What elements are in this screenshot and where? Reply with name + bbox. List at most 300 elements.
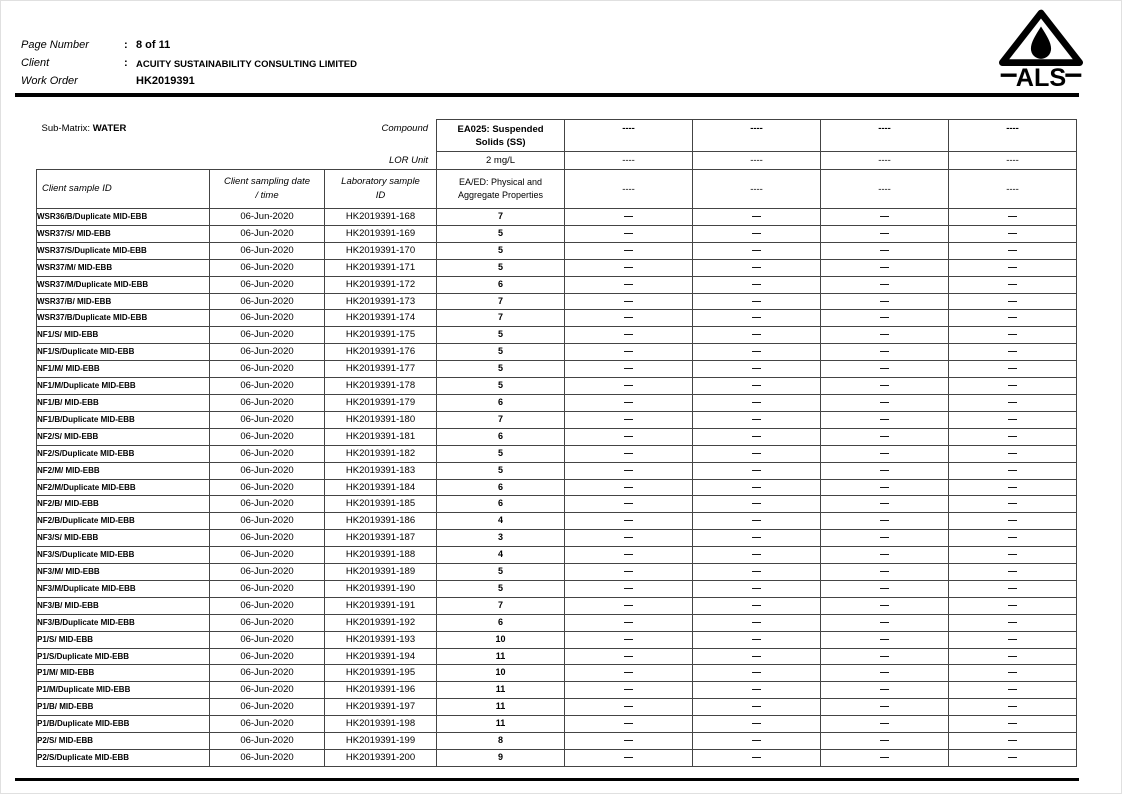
- sampling-date: 06-Jun-2020: [210, 327, 325, 344]
- ss-value: 8: [437, 733, 565, 750]
- ss-value: 5: [437, 242, 565, 259]
- no-result-value: —: [821, 462, 949, 479]
- no-result-value: —: [565, 597, 693, 614]
- empty-method-title: ----: [949, 120, 1077, 152]
- work-order-label: Work Order: [21, 75, 78, 87]
- ss-value: 5: [437, 564, 565, 581]
- sample-row: [37, 361, 1077, 378]
- no-result-value: —: [693, 564, 821, 581]
- no-result-value: —: [949, 564, 1077, 581]
- lab-sample-id: HK2019391-170: [325, 242, 437, 259]
- no-result-value: —: [693, 344, 821, 361]
- sample-row: [37, 750, 1077, 767]
- no-result-value: —: [949, 310, 1077, 327]
- no-result-value: —: [565, 479, 693, 496]
- ss-value: 11: [437, 682, 565, 699]
- client-sample-id: NF1/M/ MID-EBB: [37, 361, 210, 378]
- empty-lor-unit: ----: [949, 152, 1077, 170]
- no-result-value: —: [693, 378, 821, 395]
- client-sample-id: NF2/S/Duplicate MID-EBB: [37, 445, 210, 462]
- ss-value: 7: [437, 411, 565, 428]
- sampling-date: 06-Jun-2020: [210, 293, 325, 310]
- no-result-value: —: [821, 293, 949, 310]
- sample-row: [37, 344, 1077, 361]
- no-result-value: —: [949, 580, 1077, 597]
- lab-sample-id: HK2019391-195: [325, 665, 437, 682]
- sample-row: [37, 597, 1077, 614]
- sampling-date: 06-Jun-2020: [210, 445, 325, 462]
- sample-row: [37, 209, 1077, 226]
- header-rule: [15, 93, 1079, 97]
- col-sampling-date: Client sampling date / time: [210, 170, 325, 209]
- ss-value: 11: [437, 716, 565, 733]
- sample-row: [37, 682, 1077, 699]
- lab-sample-id: HK2019391-188: [325, 547, 437, 564]
- lab-sample-id: HK2019391-187: [325, 530, 437, 547]
- no-result-value: —: [565, 310, 693, 327]
- lab-sample-id: HK2019391-168: [325, 209, 437, 226]
- ss-value: 5: [437, 361, 565, 378]
- sampling-date: 06-Jun-2020: [210, 276, 325, 293]
- compound-label: Compound: [381, 122, 429, 134]
- no-result-value: —: [821, 750, 949, 767]
- method-lor-unit: 2 mg/L: [437, 152, 565, 170]
- no-result-value: —: [949, 648, 1077, 665]
- ss-value: 6: [437, 496, 565, 513]
- no-result-value: —: [693, 411, 821, 428]
- lab-sample-id: HK2019391-186: [325, 513, 437, 530]
- no-result-value: —: [949, 209, 1077, 226]
- client-sample-id: NF2/B/ MID-EBB: [37, 496, 210, 513]
- no-result-value: —: [693, 293, 821, 310]
- no-result-value: —: [565, 547, 693, 564]
- no-result-value: —: [821, 394, 949, 411]
- client-sample-id: NF1/M/Duplicate MID-EBB: [37, 378, 210, 395]
- no-result-value: —: [693, 361, 821, 378]
- no-result-value: —: [693, 648, 821, 665]
- no-result-value: —: [949, 530, 1077, 547]
- client-sample-id: P2/S/ MID-EBB: [37, 733, 210, 750]
- client-row: [21, 57, 357, 75]
- lab-sample-id: HK2019391-173: [325, 293, 437, 310]
- sample-row: [37, 699, 1077, 716]
- empty-method-group: ----: [949, 170, 1077, 209]
- no-result-value: —: [693, 276, 821, 293]
- ss-value: 5: [437, 378, 565, 395]
- sampling-date: 06-Jun-2020: [210, 209, 325, 226]
- client-sample-id: WSR37/M/Duplicate MID-EBB: [37, 276, 210, 293]
- client-sample-id: WSR37/S/Duplicate MID-EBB: [37, 242, 210, 259]
- no-result-value: —: [693, 614, 821, 631]
- client-sample-id: WSR37/M/ MID-EBB: [37, 259, 210, 276]
- client-sample-id: WSR37/S/ MID-EBB: [37, 225, 210, 242]
- sample-row: [37, 462, 1077, 479]
- als-logo: [999, 9, 1083, 91]
- sampling-date: 06-Jun-2020: [210, 648, 325, 665]
- ss-value: 6: [437, 394, 565, 411]
- empty-method-title: ----: [693, 120, 821, 152]
- no-result-value: —: [821, 682, 949, 699]
- sample-row: [37, 276, 1077, 293]
- ss-value: 7: [437, 293, 565, 310]
- sample-row: [37, 631, 1077, 648]
- ss-value: 11: [437, 648, 565, 665]
- lab-sample-id: HK2019391-178: [325, 378, 437, 395]
- no-result-value: —: [565, 648, 693, 665]
- no-result-value: —: [821, 242, 949, 259]
- sub-matrix-value: WATER: [92, 122, 127, 134]
- no-result-value: —: [693, 479, 821, 496]
- no-result-value: —: [949, 750, 1077, 767]
- client-sample-id: P1/M/Duplicate MID-EBB: [37, 682, 210, 699]
- no-result-value: —: [565, 733, 693, 750]
- no-result-value: —: [821, 411, 949, 428]
- lab-sample-id: HK2019391-193: [325, 631, 437, 648]
- lab-sample-id: HK2019391-197: [325, 699, 437, 716]
- client-sample-id: P1/B/ MID-EBB: [37, 699, 210, 716]
- lab-sample-id: HK2019391-191: [325, 597, 437, 614]
- no-result-value: —: [949, 445, 1077, 462]
- no-result-value: —: [949, 344, 1077, 361]
- no-result-value: —: [949, 327, 1077, 344]
- sampling-date: 06-Jun-2020: [210, 733, 325, 750]
- no-result-value: —: [693, 716, 821, 733]
- no-result-value: —: [565, 699, 693, 716]
- sample-row: [37, 496, 1077, 513]
- ss-value: 10: [437, 631, 565, 648]
- no-result-value: —: [565, 293, 693, 310]
- sampling-date: 06-Jun-2020: [210, 428, 325, 445]
- no-result-value: —: [821, 614, 949, 631]
- no-result-value: —: [565, 750, 693, 767]
- sampling-date: 06-Jun-2020: [210, 310, 325, 327]
- client-sample-id: NF1/S/ MID-EBB: [37, 327, 210, 344]
- lab-sample-id: HK2019391-175: [325, 327, 437, 344]
- client-sample-id: NF1/B/ MID-EBB: [37, 394, 210, 411]
- no-result-value: —: [821, 259, 949, 276]
- lab-sample-id: HK2019391-185: [325, 496, 437, 513]
- no-result-value: —: [821, 513, 949, 530]
- sub-matrix-cell: [37, 120, 437, 152]
- lab-sample-id: HK2019391-172: [325, 276, 437, 293]
- no-result-value: —: [693, 209, 821, 226]
- no-result-value: —: [821, 631, 949, 648]
- lab-sample-id: HK2019391-199: [325, 733, 437, 750]
- ss-value: 7: [437, 597, 565, 614]
- lab-sample-id: HK2019391-190: [325, 580, 437, 597]
- no-result-value: —: [693, 327, 821, 344]
- ss-value: 6: [437, 479, 565, 496]
- client-sample-id: NF1/B/Duplicate MID-EBB: [37, 411, 210, 428]
- client-sample-id: WSR37/B/ MID-EBB: [37, 293, 210, 310]
- ss-value: 4: [437, 547, 565, 564]
- page-number-row: [21, 39, 357, 57]
- client-sample-id: WSR37/B/Duplicate MID-EBB: [37, 310, 210, 327]
- no-result-value: —: [821, 479, 949, 496]
- no-result-value: —: [949, 716, 1077, 733]
- empty-method-group: ----: [821, 170, 949, 209]
- sample-row: [37, 665, 1077, 682]
- no-result-value: —: [949, 665, 1077, 682]
- sampling-date: 06-Jun-2020: [210, 361, 325, 378]
- logo-text: ALS: [1015, 64, 1067, 91]
- sampling-date: 06-Jun-2020: [210, 242, 325, 259]
- client-sample-id: NF3/S/ MID-EBB: [37, 530, 210, 547]
- col-client-sample-id: Client sample ID: [37, 170, 210, 209]
- no-result-value: —: [821, 699, 949, 716]
- no-result-value: —: [821, 530, 949, 547]
- client-sample-id: NF2/B/Duplicate MID-EBB: [37, 513, 210, 530]
- sampling-date: 06-Jun-2020: [210, 682, 325, 699]
- no-result-value: —: [949, 428, 1077, 445]
- sampling-date: 06-Jun-2020: [210, 259, 325, 276]
- no-result-value: —: [565, 665, 693, 682]
- no-result-value: —: [821, 445, 949, 462]
- no-result-value: —: [693, 682, 821, 699]
- column-header-row: [37, 170, 1077, 209]
- work-order-value: HK2019391: [136, 75, 195, 87]
- ss-value: 5: [437, 225, 565, 242]
- no-result-value: —: [693, 445, 821, 462]
- results-table-container: [36, 119, 1077, 767]
- no-result-value: —: [821, 276, 949, 293]
- no-result-value: —: [565, 259, 693, 276]
- sampling-date: 06-Jun-2020: [210, 479, 325, 496]
- lab-sample-id: HK2019391-176: [325, 344, 437, 361]
- no-result-value: —: [821, 310, 949, 327]
- lab-sample-id: HK2019391-194: [325, 648, 437, 665]
- no-result-value: —: [693, 496, 821, 513]
- no-result-value: —: [565, 496, 693, 513]
- no-result-value: —: [565, 428, 693, 445]
- ss-value: 7: [437, 209, 565, 226]
- no-result-value: —: [949, 597, 1077, 614]
- sampling-date: 06-Jun-2020: [210, 394, 325, 411]
- method-group: EA/ED: Physical and Aggregate Properties: [437, 170, 565, 209]
- no-result-value: —: [949, 462, 1077, 479]
- no-result-value: —: [693, 597, 821, 614]
- no-result-value: —: [949, 682, 1077, 699]
- no-result-value: —: [565, 682, 693, 699]
- no-result-value: —: [821, 496, 949, 513]
- no-result-value: —: [693, 665, 821, 682]
- no-result-value: —: [821, 547, 949, 564]
- no-result-value: —: [821, 597, 949, 614]
- colon: :: [124, 39, 128, 51]
- colon: :: [124, 57, 128, 69]
- no-result-value: —: [693, 428, 821, 445]
- no-result-value: —: [821, 225, 949, 242]
- no-result-value: —: [949, 276, 1077, 293]
- no-result-value: —: [693, 225, 821, 242]
- client-sample-id: NF2/M/Duplicate MID-EBB: [37, 479, 210, 496]
- no-result-value: —: [693, 394, 821, 411]
- sampling-date: 06-Jun-2020: [210, 225, 325, 242]
- sample-row: [37, 614, 1077, 631]
- client-sample-id: NF2/M/ MID-EBB: [37, 462, 210, 479]
- empty-lor-unit: ----: [821, 152, 949, 170]
- no-result-value: —: [693, 259, 821, 276]
- lab-sample-id: HK2019391-180: [325, 411, 437, 428]
- client-sample-id: WSR36/B/Duplicate MID-EBB: [37, 209, 210, 226]
- no-result-value: —: [565, 445, 693, 462]
- ss-value: 9: [437, 750, 565, 767]
- empty-method-title: ----: [565, 120, 693, 152]
- sampling-date: 06-Jun-2020: [210, 378, 325, 395]
- sampling-date: 06-Jun-2020: [210, 614, 325, 631]
- page-number-label: Page Number: [21, 39, 89, 51]
- empty-method-title: ----: [821, 120, 949, 152]
- no-result-value: —: [693, 631, 821, 648]
- sample-row: [37, 242, 1077, 259]
- no-result-value: —: [565, 716, 693, 733]
- lor-unit-label: LOR Unit: [388, 154, 429, 166]
- sample-row: [37, 225, 1077, 242]
- client-sample-id: P1/M/ MID-EBB: [37, 665, 210, 682]
- no-result-value: —: [949, 496, 1077, 513]
- client-sample-id: NF3/B/Duplicate MID-EBB: [37, 614, 210, 631]
- no-result-value: —: [821, 580, 949, 597]
- ss-value: 5: [437, 344, 565, 361]
- no-result-value: —: [565, 580, 693, 597]
- sampling-date: 06-Jun-2020: [210, 631, 325, 648]
- lab-sample-id: HK2019391-198: [325, 716, 437, 733]
- no-result-value: —: [565, 394, 693, 411]
- no-result-value: —: [949, 479, 1077, 496]
- lor-unit-row: [37, 152, 1077, 170]
- sample-row: [37, 530, 1077, 547]
- sample-row: [37, 648, 1077, 665]
- no-result-value: —: [949, 242, 1077, 259]
- empty-lor-unit: ----: [693, 152, 821, 170]
- work-order-row: [21, 75, 357, 93]
- ss-value: 5: [437, 327, 565, 344]
- no-result-value: —: [949, 513, 1077, 530]
- sample-rows: [37, 209, 1077, 767]
- empty-method-group: ----: [693, 170, 821, 209]
- no-result-value: —: [821, 564, 949, 581]
- client-sample-id: NF2/S/ MID-EBB: [37, 428, 210, 445]
- sample-row: [37, 479, 1077, 496]
- client-sample-id: NF3/M/ MID-EBB: [37, 564, 210, 581]
- no-result-value: —: [821, 209, 949, 226]
- no-result-value: —: [693, 750, 821, 767]
- compound-header-row: [37, 120, 1077, 152]
- lab-sample-id: HK2019391-183: [325, 462, 437, 479]
- no-result-value: —: [821, 361, 949, 378]
- client-sample-id: NF3/B/ MID-EBB: [37, 597, 210, 614]
- client-sample-id: P2/S/Duplicate MID-EBB: [37, 750, 210, 767]
- no-result-value: —: [565, 225, 693, 242]
- sampling-date: 06-Jun-2020: [210, 344, 325, 361]
- ss-value: 3: [437, 530, 565, 547]
- sample-row: [37, 733, 1077, 750]
- lab-sample-id: HK2019391-200: [325, 750, 437, 767]
- no-result-value: —: [693, 547, 821, 564]
- lab-sample-id: HK2019391-184: [325, 479, 437, 496]
- sampling-date: 06-Jun-2020: [210, 513, 325, 530]
- no-result-value: —: [565, 614, 693, 631]
- client-sample-id: P1/B/Duplicate MID-EBB: [37, 716, 210, 733]
- sampling-date: 06-Jun-2020: [210, 716, 325, 733]
- sampling-date: 06-Jun-2020: [210, 547, 325, 564]
- no-result-value: —: [693, 242, 821, 259]
- method-title: EA025: Suspended Solids (SS): [437, 120, 565, 152]
- sample-row: [37, 327, 1077, 344]
- sample-row: [37, 310, 1077, 327]
- ss-value: 5: [437, 445, 565, 462]
- no-result-value: —: [949, 733, 1077, 750]
- sampling-date: 06-Jun-2020: [210, 411, 325, 428]
- no-result-value: —: [565, 209, 693, 226]
- no-result-value: —: [821, 648, 949, 665]
- ss-value: 5: [437, 259, 565, 276]
- no-result-value: —: [693, 699, 821, 716]
- lab-sample-id: HK2019391-182: [325, 445, 437, 462]
- no-result-value: —: [949, 547, 1077, 564]
- no-result-value: —: [565, 564, 693, 581]
- footer-rule: [15, 778, 1079, 781]
- ss-value: 4: [437, 513, 565, 530]
- no-result-value: —: [821, 665, 949, 682]
- sample-row: [37, 564, 1077, 581]
- sampling-date: 06-Jun-2020: [210, 597, 325, 614]
- no-result-value: —: [949, 293, 1077, 310]
- sample-row: [37, 428, 1077, 445]
- lab-sample-id: HK2019391-171: [325, 259, 437, 276]
- sampling-date: 06-Jun-2020: [210, 564, 325, 581]
- no-result-value: —: [821, 428, 949, 445]
- no-result-value: —: [821, 716, 949, 733]
- no-result-value: —: [565, 361, 693, 378]
- no-result-value: —: [949, 631, 1077, 648]
- no-result-value: —: [693, 733, 821, 750]
- no-result-value: —: [821, 733, 949, 750]
- no-result-value: —: [565, 631, 693, 648]
- sample-row: [37, 394, 1077, 411]
- sample-row: [37, 259, 1077, 276]
- sample-row: [37, 445, 1077, 462]
- no-result-value: —: [565, 242, 693, 259]
- no-result-value: —: [565, 344, 693, 361]
- no-result-value: —: [693, 310, 821, 327]
- results-table: [36, 119, 1077, 767]
- lab-sample-id: HK2019391-189: [325, 564, 437, 581]
- no-result-value: —: [565, 276, 693, 293]
- no-result-value: —: [949, 411, 1077, 428]
- no-result-value: —: [693, 462, 821, 479]
- lab-sample-id: HK2019391-174: [325, 310, 437, 327]
- client-sample-id: P1/S/Duplicate MID-EBB: [37, 648, 210, 665]
- sub-matrix: Sub-Matrix: WATER: [41, 122, 127, 134]
- client-value: ACUITY SUSTAINABILITY CONSULTING LIMITED: [136, 58, 357, 70]
- no-result-value: —: [565, 530, 693, 547]
- no-result-value: —: [949, 225, 1077, 242]
- lab-sample-id: HK2019391-169: [325, 225, 437, 242]
- ss-value: 10: [437, 665, 565, 682]
- document-header: [21, 39, 357, 93]
- lab-sample-id: HK2019391-177: [325, 361, 437, 378]
- no-result-value: —: [693, 580, 821, 597]
- no-result-value: —: [949, 699, 1077, 716]
- ss-value: 6: [437, 614, 565, 631]
- no-result-value: —: [949, 394, 1077, 411]
- sampling-date: 06-Jun-2020: [210, 462, 325, 479]
- sample-row: [37, 411, 1077, 428]
- sample-row: [37, 293, 1077, 310]
- client-label: Client: [21, 57, 50, 69]
- sample-row: [37, 513, 1077, 530]
